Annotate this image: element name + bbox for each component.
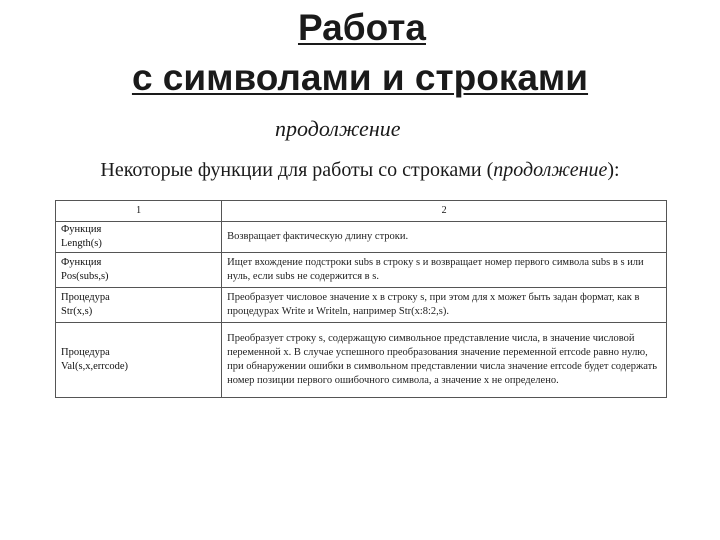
- function-name-cell: [56, 222, 222, 253]
- function-description: Возвращает фактическую длину строки.: [222, 222, 667, 253]
- slide-title-line1: Работа: [297, 7, 426, 48]
- function-description: Преобразует числовое значение x в строку s, при этом для x может быть задан формат, как в процедурах Write и Writeln, например Str(x:8:2,s).: [222, 288, 667, 323]
- intro-text: [0, 158, 720, 182]
- function-name-cell: [56, 288, 222, 323]
- function-kind: Функция: [61, 224, 102, 235]
- intro-text-italic: продолжение: [493, 159, 608, 181]
- column-header-2: 2: [222, 201, 667, 222]
- slide-title-line2: с символами и строками: [131, 57, 589, 98]
- table-row: [56, 323, 667, 398]
- function-signature: Pos(subs,s): [61, 271, 109, 282]
- functions-table: [55, 200, 667, 398]
- function-signature: Length(s): [61, 238, 102, 249]
- function-name-cell: [56, 323, 222, 398]
- table-row: [56, 253, 667, 288]
- function-signature: Str(x,s): [61, 306, 93, 317]
- column-header-1: 1: [56, 201, 222, 222]
- function-kind: Процедура: [61, 292, 110, 303]
- function-kind: Функция: [61, 257, 102, 268]
- intro-text-end: ):: [607, 159, 620, 181]
- function-kind: Процедура: [61, 347, 110, 358]
- slide-subtitle: продолжение: [275, 116, 401, 141]
- function-description: Ищет вхождение подстроки subs в строку s и возвращает номер первого символа subs в s или нуль, если subs не содержится в s.: [222, 253, 667, 288]
- table-row: [56, 288, 667, 323]
- intro-text-start: Некоторые функции для работы со строками (: [100, 159, 494, 181]
- function-name-cell: [56, 253, 222, 288]
- function-description: Преобразует строку s, содержащую символьное представление числа, в значение числовой переменной x. В случае успешного преобразования значение переменной errcode равно нулю, при обнаружении ошибки в символьном представлении числа значение errcode будет содержать номер позиции первого ошибочного символа, а значение x не определено.: [222, 323, 667, 398]
- function-signature: Val(s,x,errcode): [61, 361, 129, 372]
- table-row: [56, 222, 667, 253]
- table-header-row: [56, 201, 667, 222]
